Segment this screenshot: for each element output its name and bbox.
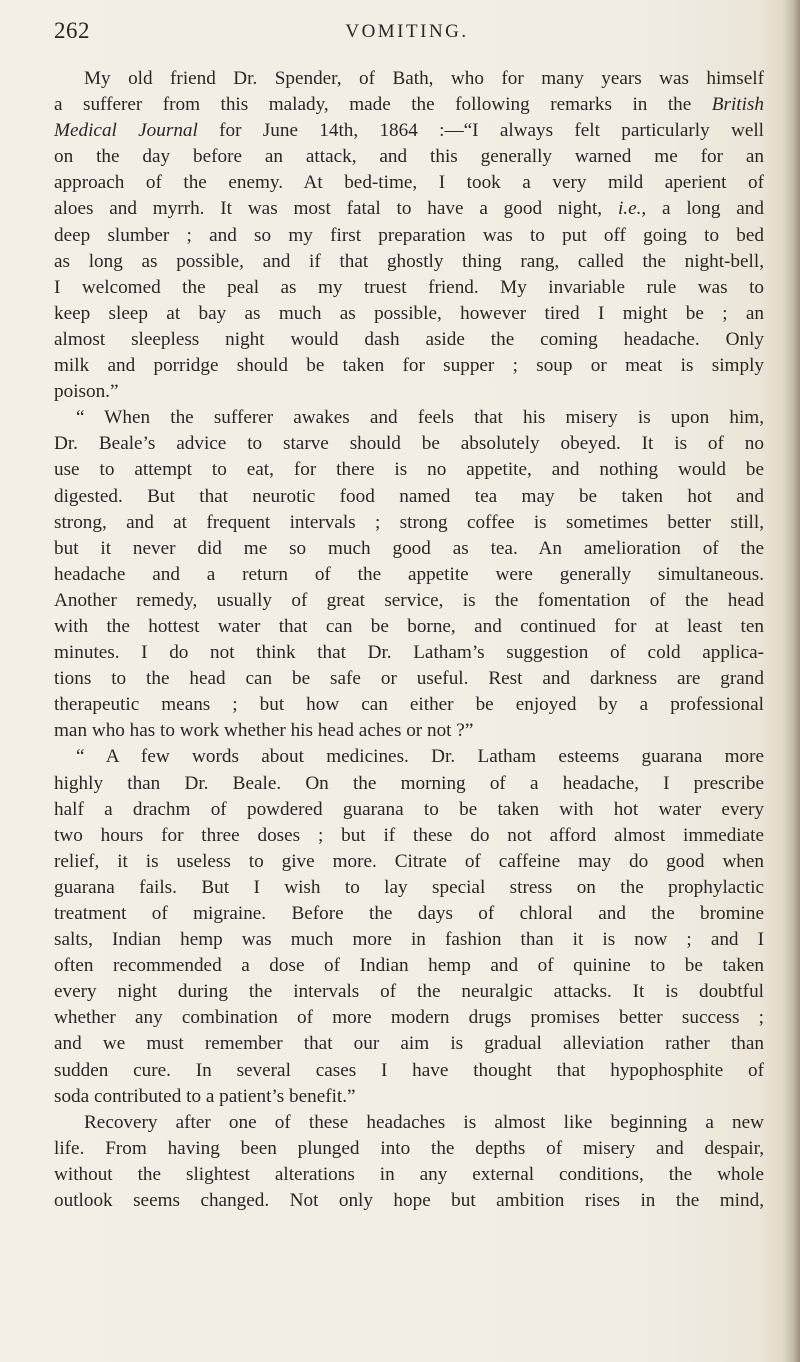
italic-title: British (711, 94, 764, 116)
text-line: often recommended a dose of Indian hemp and of quinine to be taken (54, 955, 764, 977)
text-line: headache and a return of the appetite were generally simultaneous. (54, 563, 764, 585)
text-line: keep sleep at bay as much as possible, however tired I might be ; an (54, 302, 764, 324)
running-head (54, 18, 760, 52)
text-line: minutes. I do not think that Dr. Latham’s suggestion of cold applica- (54, 642, 764, 664)
text-line: and we must remember that our aim is gradual alleviation rather than (54, 1033, 764, 1055)
text-line: Another remedy, usually of great service, is the fomentation of the head (54, 589, 764, 611)
running-title: VOMITING. (345, 21, 469, 42)
text-line: deep slumber ; and so my first preparation was to put off going to bed (54, 224, 764, 246)
text-line: tions to the head can be safe or useful. Rest and darkness are grand (54, 668, 764, 690)
text-line: a sufferer from this malady, made the following remarks in the British (54, 94, 764, 116)
text-line: but it never did me so much good as tea. An amelioration of the (54, 537, 764, 559)
text-line: half a drachm of powdered guarana to be taken with hot water every (54, 798, 764, 820)
text-line: Recovery after one of these headaches is almost like beginning a new (84, 1111, 764, 1133)
text-line: man who has to work whether his head aches or not ?” (54, 720, 474, 742)
text-line: My old friend Dr. Spender, of Bath, who for many years was himself (84, 68, 764, 89)
text-line: guarana fails. But I wish to lay special stress on the prophylactic (54, 876, 764, 898)
text-line: digested. But that neurotic food named tea may be taken hot and (54, 485, 764, 507)
text-line: relief, it is useless to give more. Citrate of caffeine may do good when (54, 850, 764, 872)
text-line: every night during the intervals of the neuralgic attacks. It is doubtful (54, 981, 764, 1003)
text-line: as long as possible, and if that ghostly thing rang, called the night-bell, (54, 250, 764, 272)
text-line: treatment of migraine. Before the days of chloral and the bromine (54, 903, 764, 924)
text-line: approach of the enemy. At bed-time, I took a very mild aperient of (54, 172, 764, 194)
page-number: 262 (54, 18, 90, 43)
text-line: “ When the sufferer awakes and feels that his misery is upon him, (76, 407, 764, 429)
text-line: therapeutic means ; but how can either be enjoyed by a professional (54, 694, 764, 716)
text-line: life. From having been plunged into the depths of misery and despair, (54, 1137, 764, 1159)
text-line: milk and porridge should be taken for supper ; soup or meat is simply (54, 355, 764, 377)
text-line: with the hottest water that can be borne, and continued for at least ten (54, 615, 764, 637)
text-line: “ A few words about medicines. Dr. Latham esteems guarana more (76, 746, 764, 768)
text-line: almost sleepless night would dash aside the coming headache. Only (54, 328, 764, 350)
text-line: salts, Indian hemp was much more in fashion than it is now ; and I (54, 929, 764, 951)
text-line: whether any combination of more modern drugs promises better success ; (54, 1007, 764, 1029)
text-line: highly than Dr. Beale. On the morning of a headache, I prescribe (54, 772, 764, 794)
text-line: Medical Journal for June 14th, 1864 :—“I always felt particularly well (54, 120, 764, 142)
page-edge-shadow (782, 0, 800, 1362)
text-line: soda contributed to a patient’s benefit.” (54, 1085, 356, 1107)
body-text (54, 66, 764, 1214)
text-line: poison.” (54, 381, 119, 403)
italic-title: Medical Journal (54, 120, 198, 142)
text-line: use to attempt to eat, for there is no appetite, and nothing would be (54, 459, 764, 481)
italic-abbrev: i.e., (617, 198, 647, 220)
text-line: outlook seems changed. Not only hope but ambition rises in the mind, (54, 1190, 764, 1212)
text-line: aloes and myrrh. It was most fatal to have a good night, i.e., a long and (54, 198, 764, 220)
text-line: I welcomed the peal as my truest friend. My invariable rule was to (54, 276, 764, 298)
text-line: two hours for three doses ; but if these do not afford almost immediate (54, 824, 764, 846)
text-line: Dr. Beale’s advice to starve should be absolutely obeyed. It is of no (54, 433, 764, 455)
text-line: strong, and at frequent intervals ; strong coffee is sometimes better still, (54, 511, 764, 533)
text-line: sudden cure. In several cases I have thought that hypophosphite of (54, 1059, 764, 1081)
text-line: on the day before an attack, and this generally warned me for an (54, 146, 764, 168)
text-line: without the slightest alterations in any external conditions, the whole (54, 1163, 764, 1185)
